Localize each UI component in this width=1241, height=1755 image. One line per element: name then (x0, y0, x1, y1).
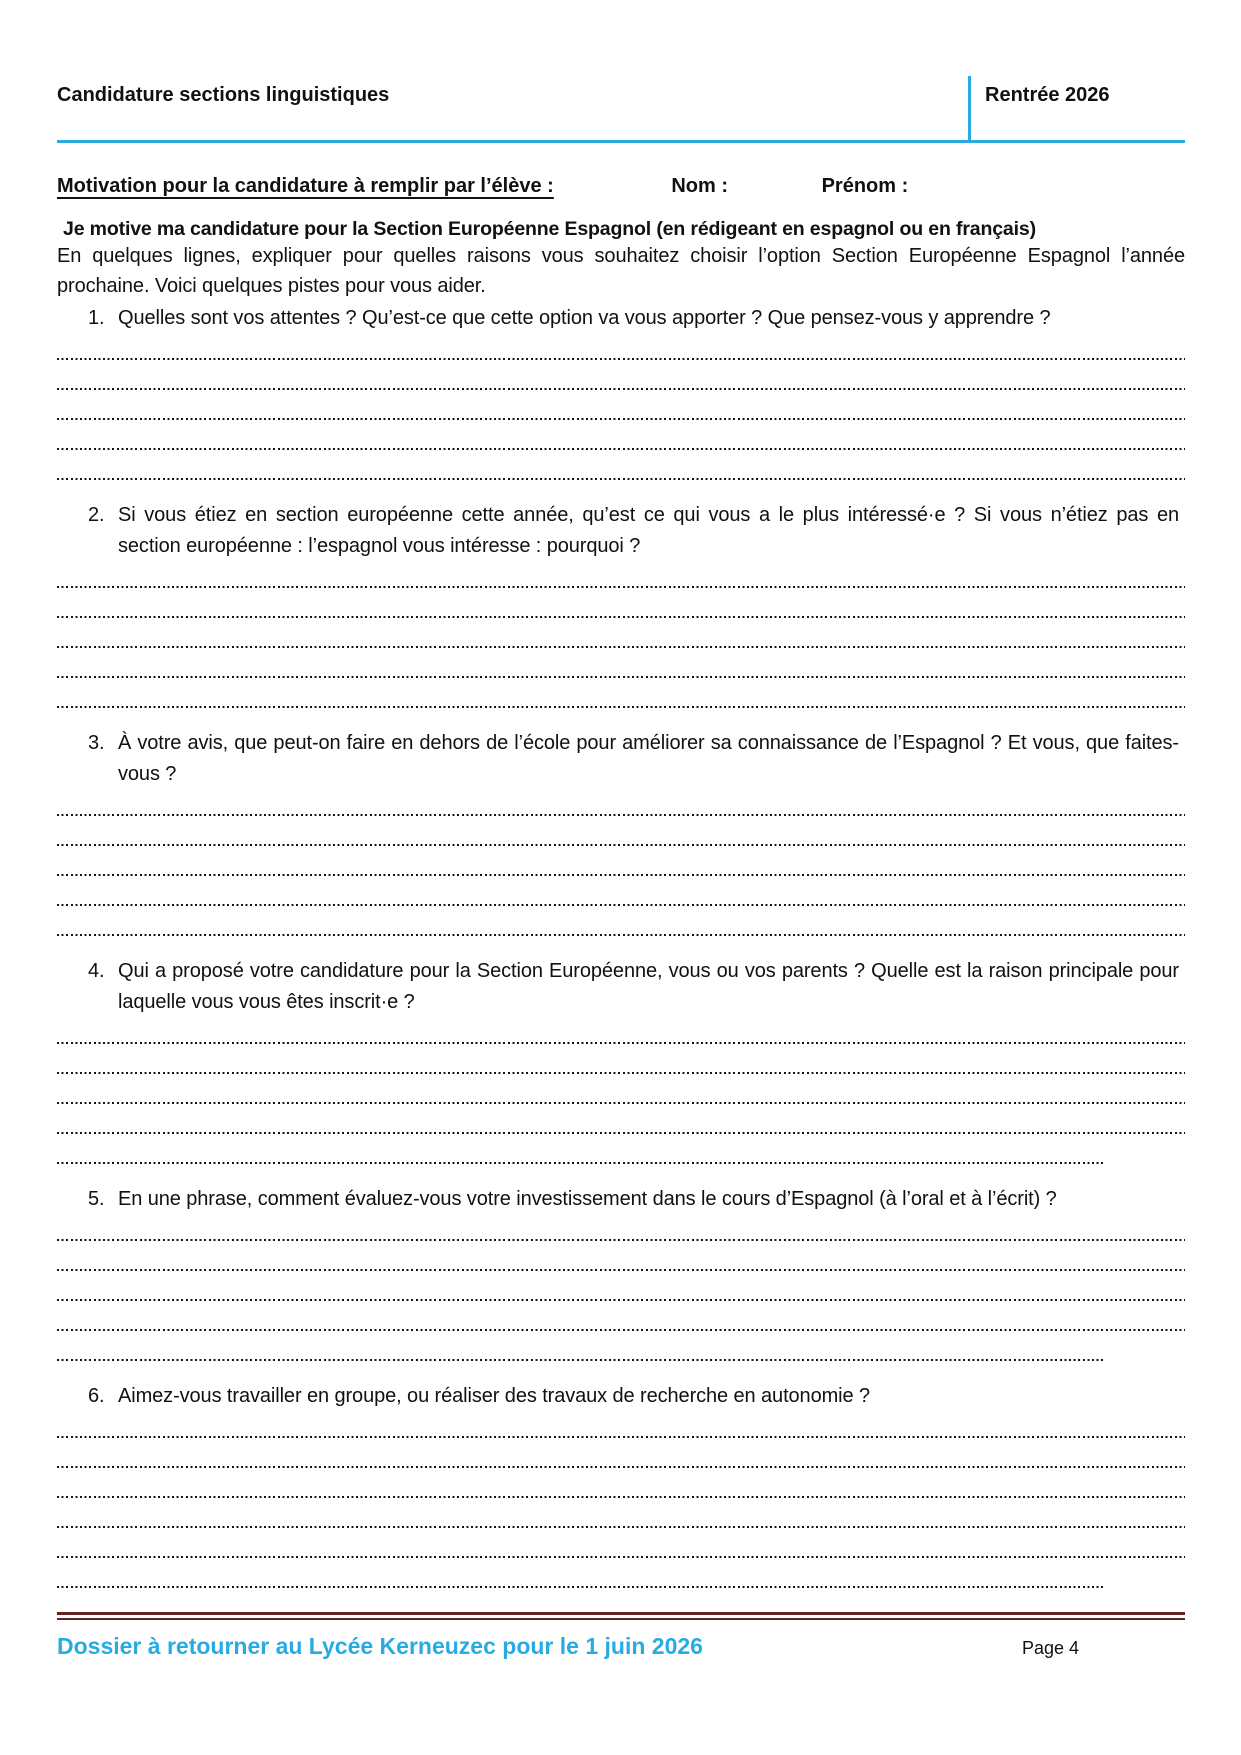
answer-lines (57, 1042, 1185, 1164)
answer-lines (57, 586, 1185, 708)
answer-dotted-line (57, 1496, 1185, 1498)
question-section (57, 956, 1185, 1164)
question-text: Quelles sont vos attentes ? Qu’est-ce que cette option va vous apporter ? Que pensez-vous y apprendre ? (118, 307, 1051, 329)
answer-dotted-line (57, 1586, 1106, 1588)
answer-dotted-line (57, 1102, 1185, 1104)
question-number: 1. (88, 307, 105, 329)
answer-dotted-line (57, 1269, 1185, 1271)
answer-dotted-line (57, 1132, 1185, 1134)
answer-dotted-line (57, 676, 1185, 678)
answer-dotted-line (57, 1162, 1106, 1164)
answer-dotted-line (57, 814, 1185, 816)
answer-dotted-line (57, 1072, 1185, 1074)
answer-lines (57, 814, 1185, 936)
page-footer (57, 1633, 1185, 1660)
form-title: Motivation pour la candidature à remplir par l’élève : (57, 175, 554, 197)
answer-lines (57, 1239, 1185, 1361)
name-label: Nom : (671, 175, 729, 197)
question-text: Qui a proposé votre candidature pour la Section Européenne, vous ou vos parents ? Quelle est la raison principale pour laquelle vous vous êtes inscrit·e ? (118, 960, 1179, 1013)
question-section (57, 728, 1185, 936)
answer-lines (57, 1436, 1185, 1588)
answer-dotted-line (57, 1042, 1185, 1044)
footer-divider (57, 1612, 1185, 1620)
question-text: En une phrase, comment évaluez-vous votre investissement dans le cours d’Espagnol (à l’oral et à l’écrit) ? (118, 1188, 1057, 1210)
answer-dotted-line (57, 706, 1185, 708)
question-number: 3. (88, 732, 105, 754)
answer-dotted-line (57, 1526, 1185, 1528)
question-item (57, 303, 1185, 334)
form-title-row (57, 175, 1185, 198)
answer-dotted-line (57, 646, 1185, 648)
question-number: 5. (88, 1188, 105, 1210)
answer-dotted-line (57, 448, 1185, 450)
question-item (57, 956, 1185, 1018)
question-number: 2. (88, 504, 105, 526)
question-item (57, 500, 1185, 562)
answer-lines (57, 358, 1185, 480)
answer-dotted-line (57, 1299, 1185, 1301)
header-school-year: Rentrée 2026 (968, 76, 1185, 140)
answer-dotted-line (57, 1556, 1185, 1558)
header-title: Candidature sections linguistiques (57, 84, 390, 106)
answer-dotted-line (57, 586, 1185, 588)
page-number: Page 4 (1021, 1638, 1079, 1658)
question-number: 6. (88, 1385, 105, 1407)
question-text: À votre avis, que peut-on faire en dehors de l’école pour améliorer sa connaissance de l’Espagnol ? Et vous, que faites-vous ? (118, 732, 1179, 785)
page-header (57, 76, 1185, 143)
answer-dotted-line (57, 934, 1185, 936)
question-text: Aimez-vous travailler en groupe, ou réaliser des travaux de recherche en autonomie ? (118, 1385, 871, 1407)
question-section (57, 303, 1185, 480)
answer-dotted-line (57, 1466, 1185, 1468)
answer-dotted-line (57, 904, 1185, 906)
answer-dotted-line (57, 388, 1185, 390)
answer-dotted-line (57, 874, 1185, 876)
intro-paragraph: En quelques lignes, expliquer pour quelles raisons vous souhaitez choisir l’option Section Européenne Espagnol l’année prochaine. Voici quelques pistes pour vous aider. (57, 245, 1185, 297)
answer-dotted-line (57, 1329, 1185, 1331)
answer-dotted-line (57, 616, 1185, 618)
motivation-heading: Je motive ma candidature pour la Section Européenne Espagnol (en rédigeant en espagnol ou en français) (63, 218, 1036, 240)
answer-dotted-line (57, 418, 1185, 420)
answer-dotted-line (57, 1239, 1185, 1241)
firstname-label: Prénom : (821, 175, 909, 197)
question-item (57, 1381, 1185, 1412)
question-item (57, 728, 1185, 790)
answer-dotted-line (57, 478, 1185, 480)
answer-dotted-line (57, 358, 1185, 360)
question-item (57, 1184, 1185, 1215)
question-section (57, 1381, 1185, 1588)
answer-dotted-line (57, 844, 1185, 846)
question-text: Si vous étiez en section européenne cette année, qu’est ce qui vous a le plus intéressé·e ? Si vous n’étiez pas en section européenne : l’espagnol vous intéresse : pourquoi ? (118, 504, 1179, 557)
question-section (57, 500, 1185, 708)
questions (57, 303, 1185, 1588)
answer-dotted-line (57, 1436, 1185, 1438)
return-notice: Dossier à retourner au Lycée Kerneuzec pour le 1 juin 2026 (57, 1633, 703, 1659)
question-number: 4. (88, 960, 105, 982)
answer-dotted-line (57, 1359, 1106, 1361)
question-section (57, 1184, 1185, 1361)
